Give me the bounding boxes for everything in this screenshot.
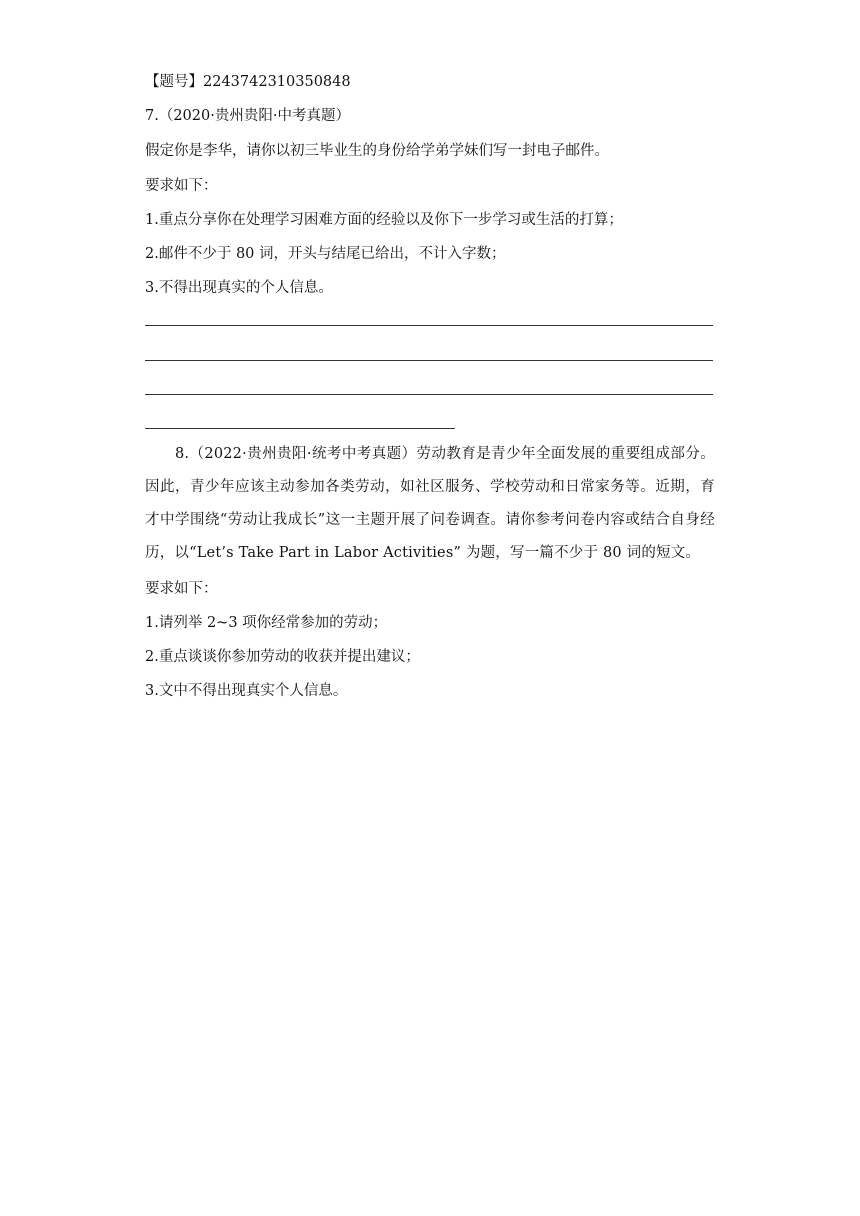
question-7-prompt: 假定你是李华，请你以初三毕业生的身份给学弟学妹们写一封电子邮件。 — [145, 143, 609, 159]
question-7-requirements-title: 要求如下： — [145, 178, 218, 194]
question-id-label: 【题号】2243742310350848 — [145, 74, 351, 90]
question-7-requirement: 1.重点分享你在处理学习困难方面的经验以及你下一步学习或生活的打算； — [145, 212, 623, 228]
question-7-requirement: 2.邮件不少于 80 词，开头与结尾已给出，不计入字数； — [145, 246, 506, 262]
answer-line — [145, 325, 713, 326]
question-8-requirement: 1.请列举 2~3 项你经常参加的劳动； — [145, 615, 388, 631]
question-8-requirements-title: 要求如下： — [145, 581, 218, 597]
question-8-requirement: 2.重点谈谈你参加劳动的收获并提出建议； — [145, 649, 420, 665]
question-7-header: 7.（2020·贵州贵阳·中考真题） — [145, 108, 350, 124]
answer-line — [145, 394, 713, 395]
question-8-requirement: 3.文中不得出现真实个人信息。 — [145, 683, 348, 699]
question-8-paragraph: 8.（2022·贵州贵阳·统考中考真题）劳动教育是青少年全面发展的重要组成部分。因此，青少年应该主动参加各类劳动，如社区服务、学校劳动和日常家务等。近期，育才中学围绕“劳动让我成长”这一主题开展了问卷调查。请你参考问卷内容或结合自身经历，以“Let’s Take Part in Labor Activities” 为题，写一篇不少于 80 词的短文。 — [145, 446, 715, 561]
answer-line — [145, 360, 713, 361]
question-7-requirement: 3.不得出现真实的个人信息。 — [145, 280, 333, 296]
answer-line — [145, 428, 455, 429]
